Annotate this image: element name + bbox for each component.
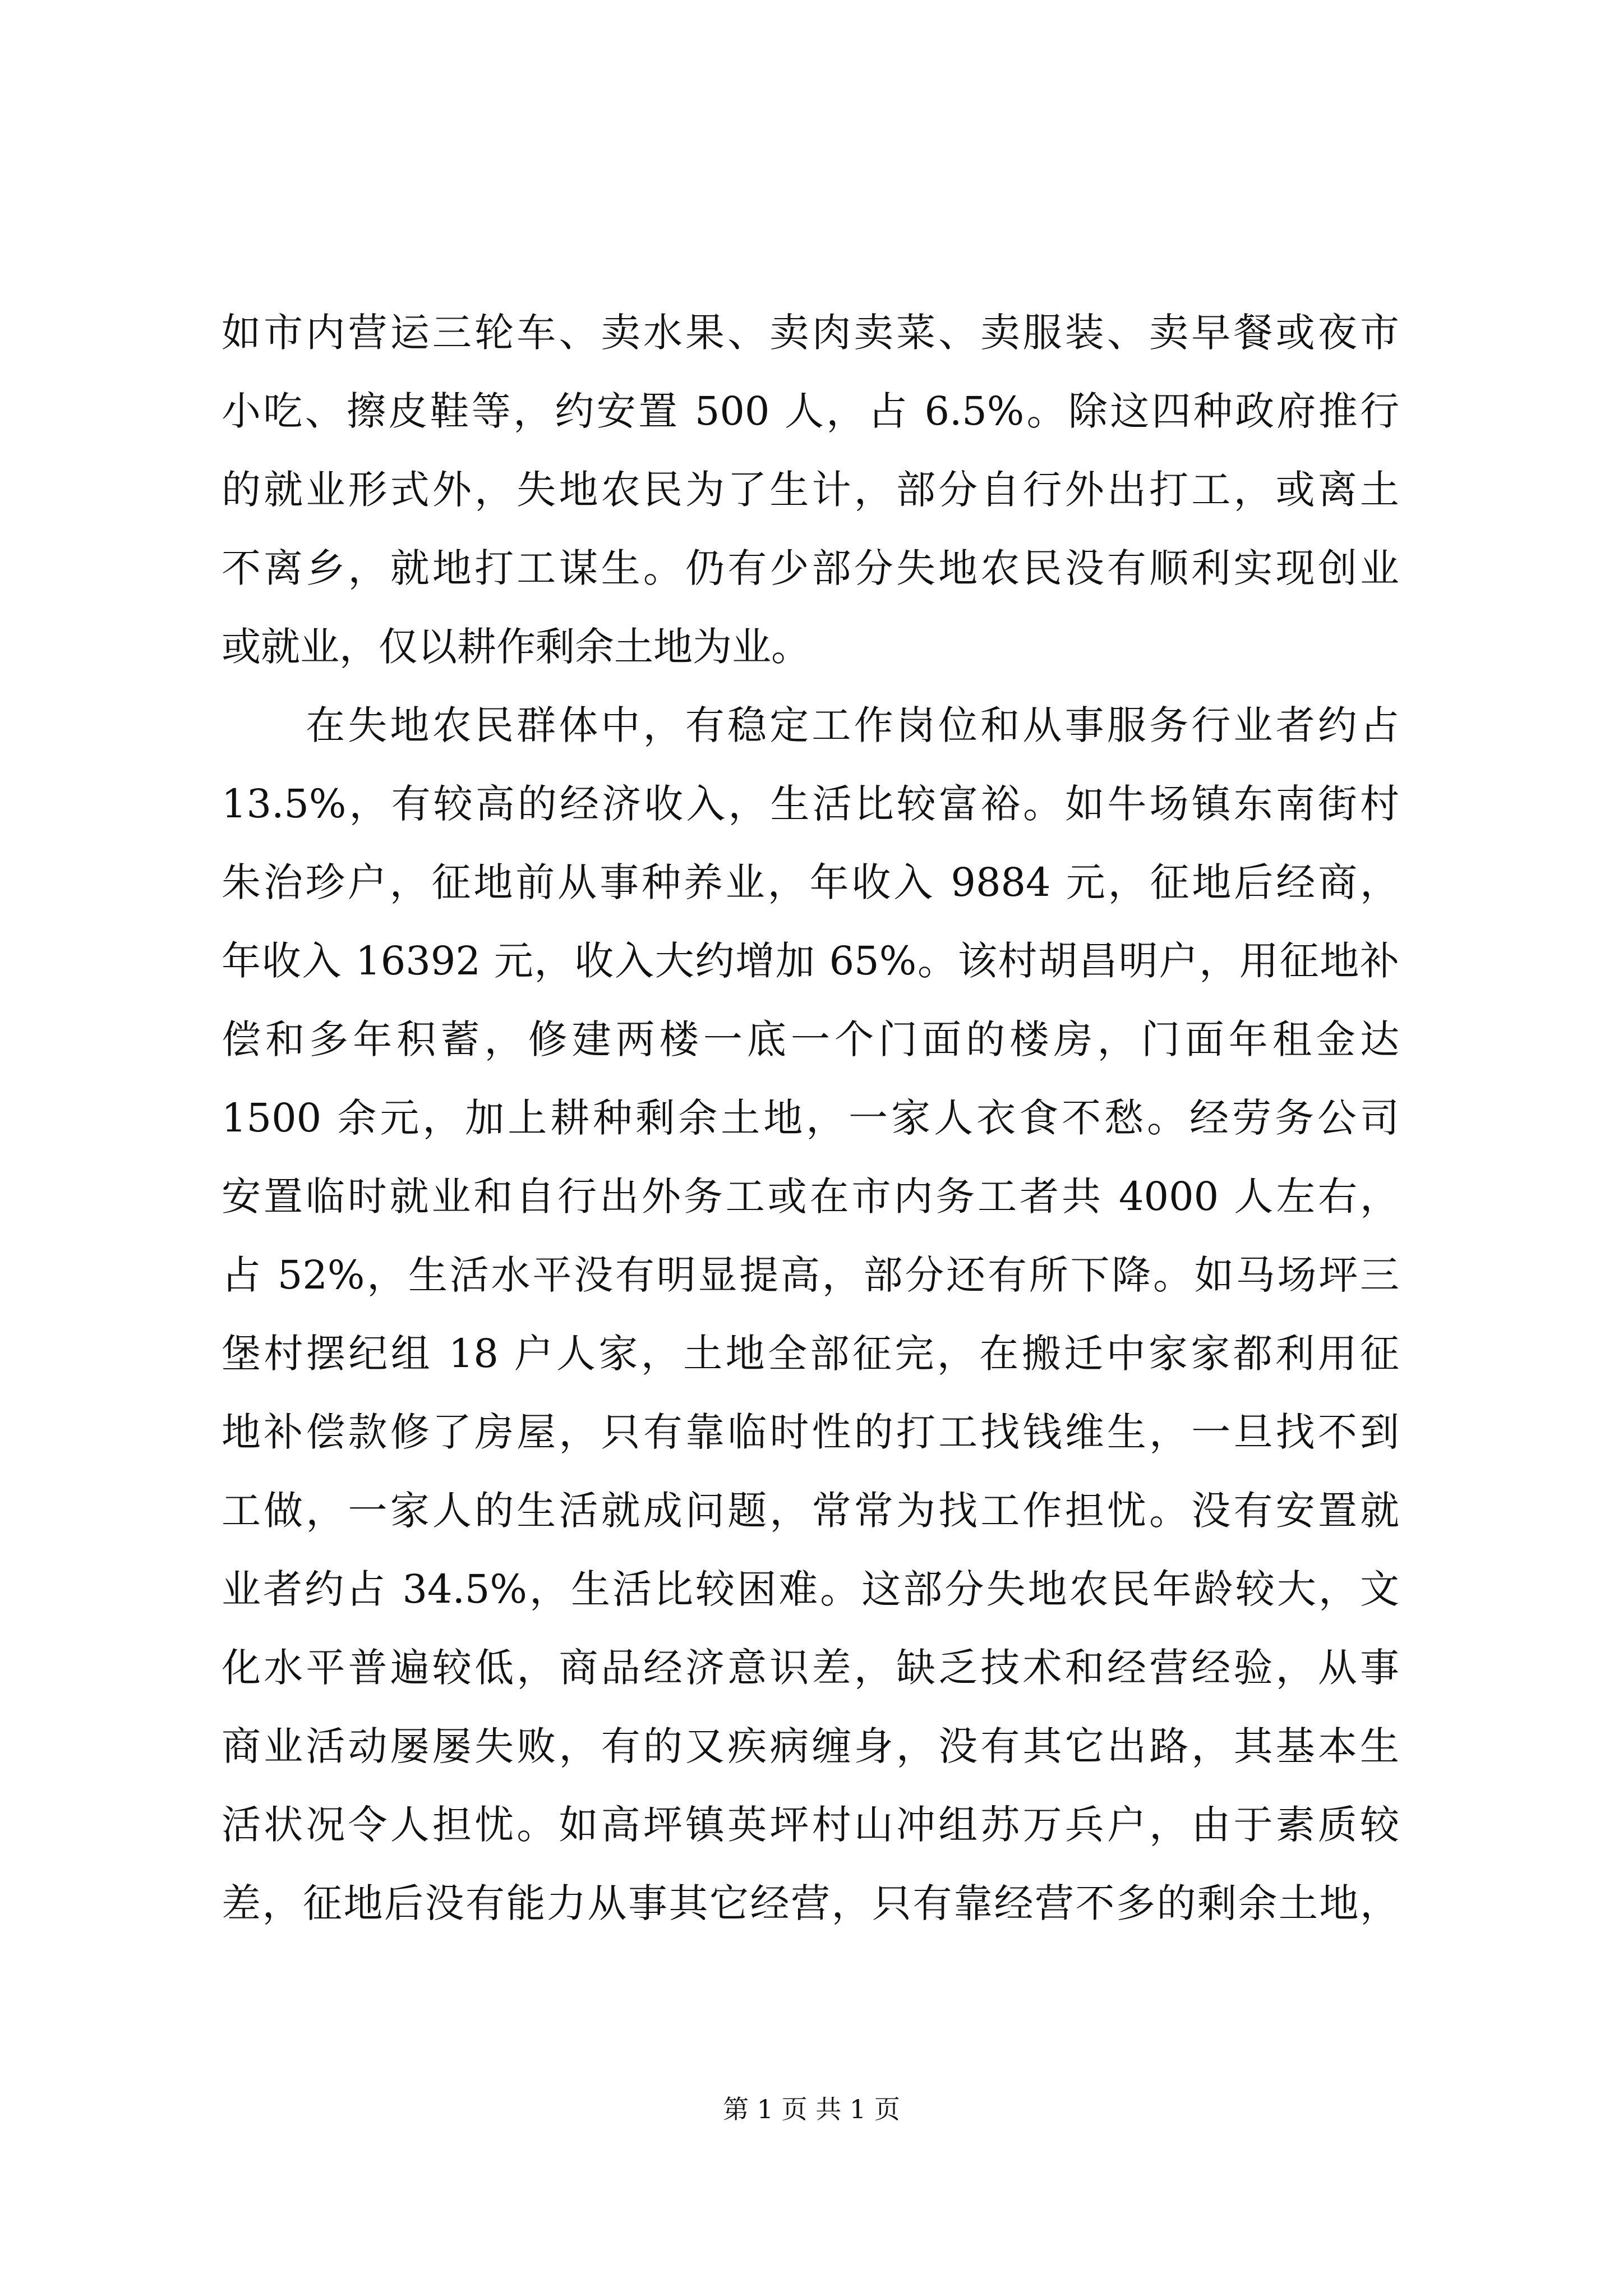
text-line: 活状况令人担忧。如高坪镇英坪村山冲组苏万兵户，由于素质较 xyxy=(222,1802,1399,1848)
text-line: 不离乡，就地打工谋生。仍有少部分失地农民没有顺利实现创业 xyxy=(222,545,1399,591)
text-line: 工做，一家人的生活就成问题，常常为找工作担忧。没有安置就 xyxy=(222,1488,1399,1534)
text-line: 或就业，仅以耕作剩余土地为业。 xyxy=(222,624,810,670)
text-line: 安置临时就业和自行出外务工或在市内务工者共 4000 人左右， xyxy=(222,1174,1399,1220)
text-line: 占 52%，生活水平没有明显提高，部分还有所下降。如马场坪三 xyxy=(222,1252,1399,1298)
text-line: 堡村摆纪组 18 户人家，土地全部征完，在搬迁中家家都利用征 xyxy=(222,1331,1399,1377)
text-line: 13.5%，有较高的经济收入，生活比较富裕。如牛场镇东南街村 xyxy=(222,781,1399,827)
text-line: 1500 余元，加上耕种剩余土地，一家人衣食不愁。经劳务公司 xyxy=(222,1095,1399,1141)
text-line: 朱治珍户，征地前从事种养业，年收入 9884 元，征地后经商， xyxy=(222,859,1399,905)
text-line: 商业活动屡屡失败，有的又疾病缠身，没有其它出路，其基本生 xyxy=(222,1723,1399,1769)
text-line: 年收入 16392 元，收入大约增加 65%。该村胡昌明户，用征地补 xyxy=(222,938,1399,984)
text-line: 在失地农民群体中，有稳定工作岗位和从事服务行业者约占 xyxy=(306,702,1399,748)
text-line: 小吃、擦皮鞋等，约安置 500 人，占 6.5%。除这四种政府推行 xyxy=(222,388,1399,434)
text-line: 偿和多年积蓄，修建两楼一底一个门面的楼房，门面年租金达 xyxy=(222,1016,1399,1062)
text-line: 地补偿款修了房屋，只有靠临时性的打工找钱维生，一旦找不到 xyxy=(222,1409,1399,1455)
text-line: 如市内营运三轮车、卖水果、卖肉卖菜、卖服装、卖早餐或夜市 xyxy=(222,310,1399,356)
page-number: 第 1 页 共 1 页 xyxy=(723,2094,900,2124)
text-line: 的就业形式外，失地农民为了生计，部分自行外出打工，或离土 xyxy=(222,467,1399,513)
text-line: 化水平普遍较低，商品经济意识差，缺乏技术和经营经验，从事 xyxy=(222,1645,1399,1691)
text-line: 业者约占 34.5%，生活比较困难。这部分失地农民年龄较大，文 xyxy=(222,1566,1399,1612)
text-line: 差，征地后没有能力从事其它经营，只有靠经营不多的剩余土地， xyxy=(222,1880,1399,1926)
